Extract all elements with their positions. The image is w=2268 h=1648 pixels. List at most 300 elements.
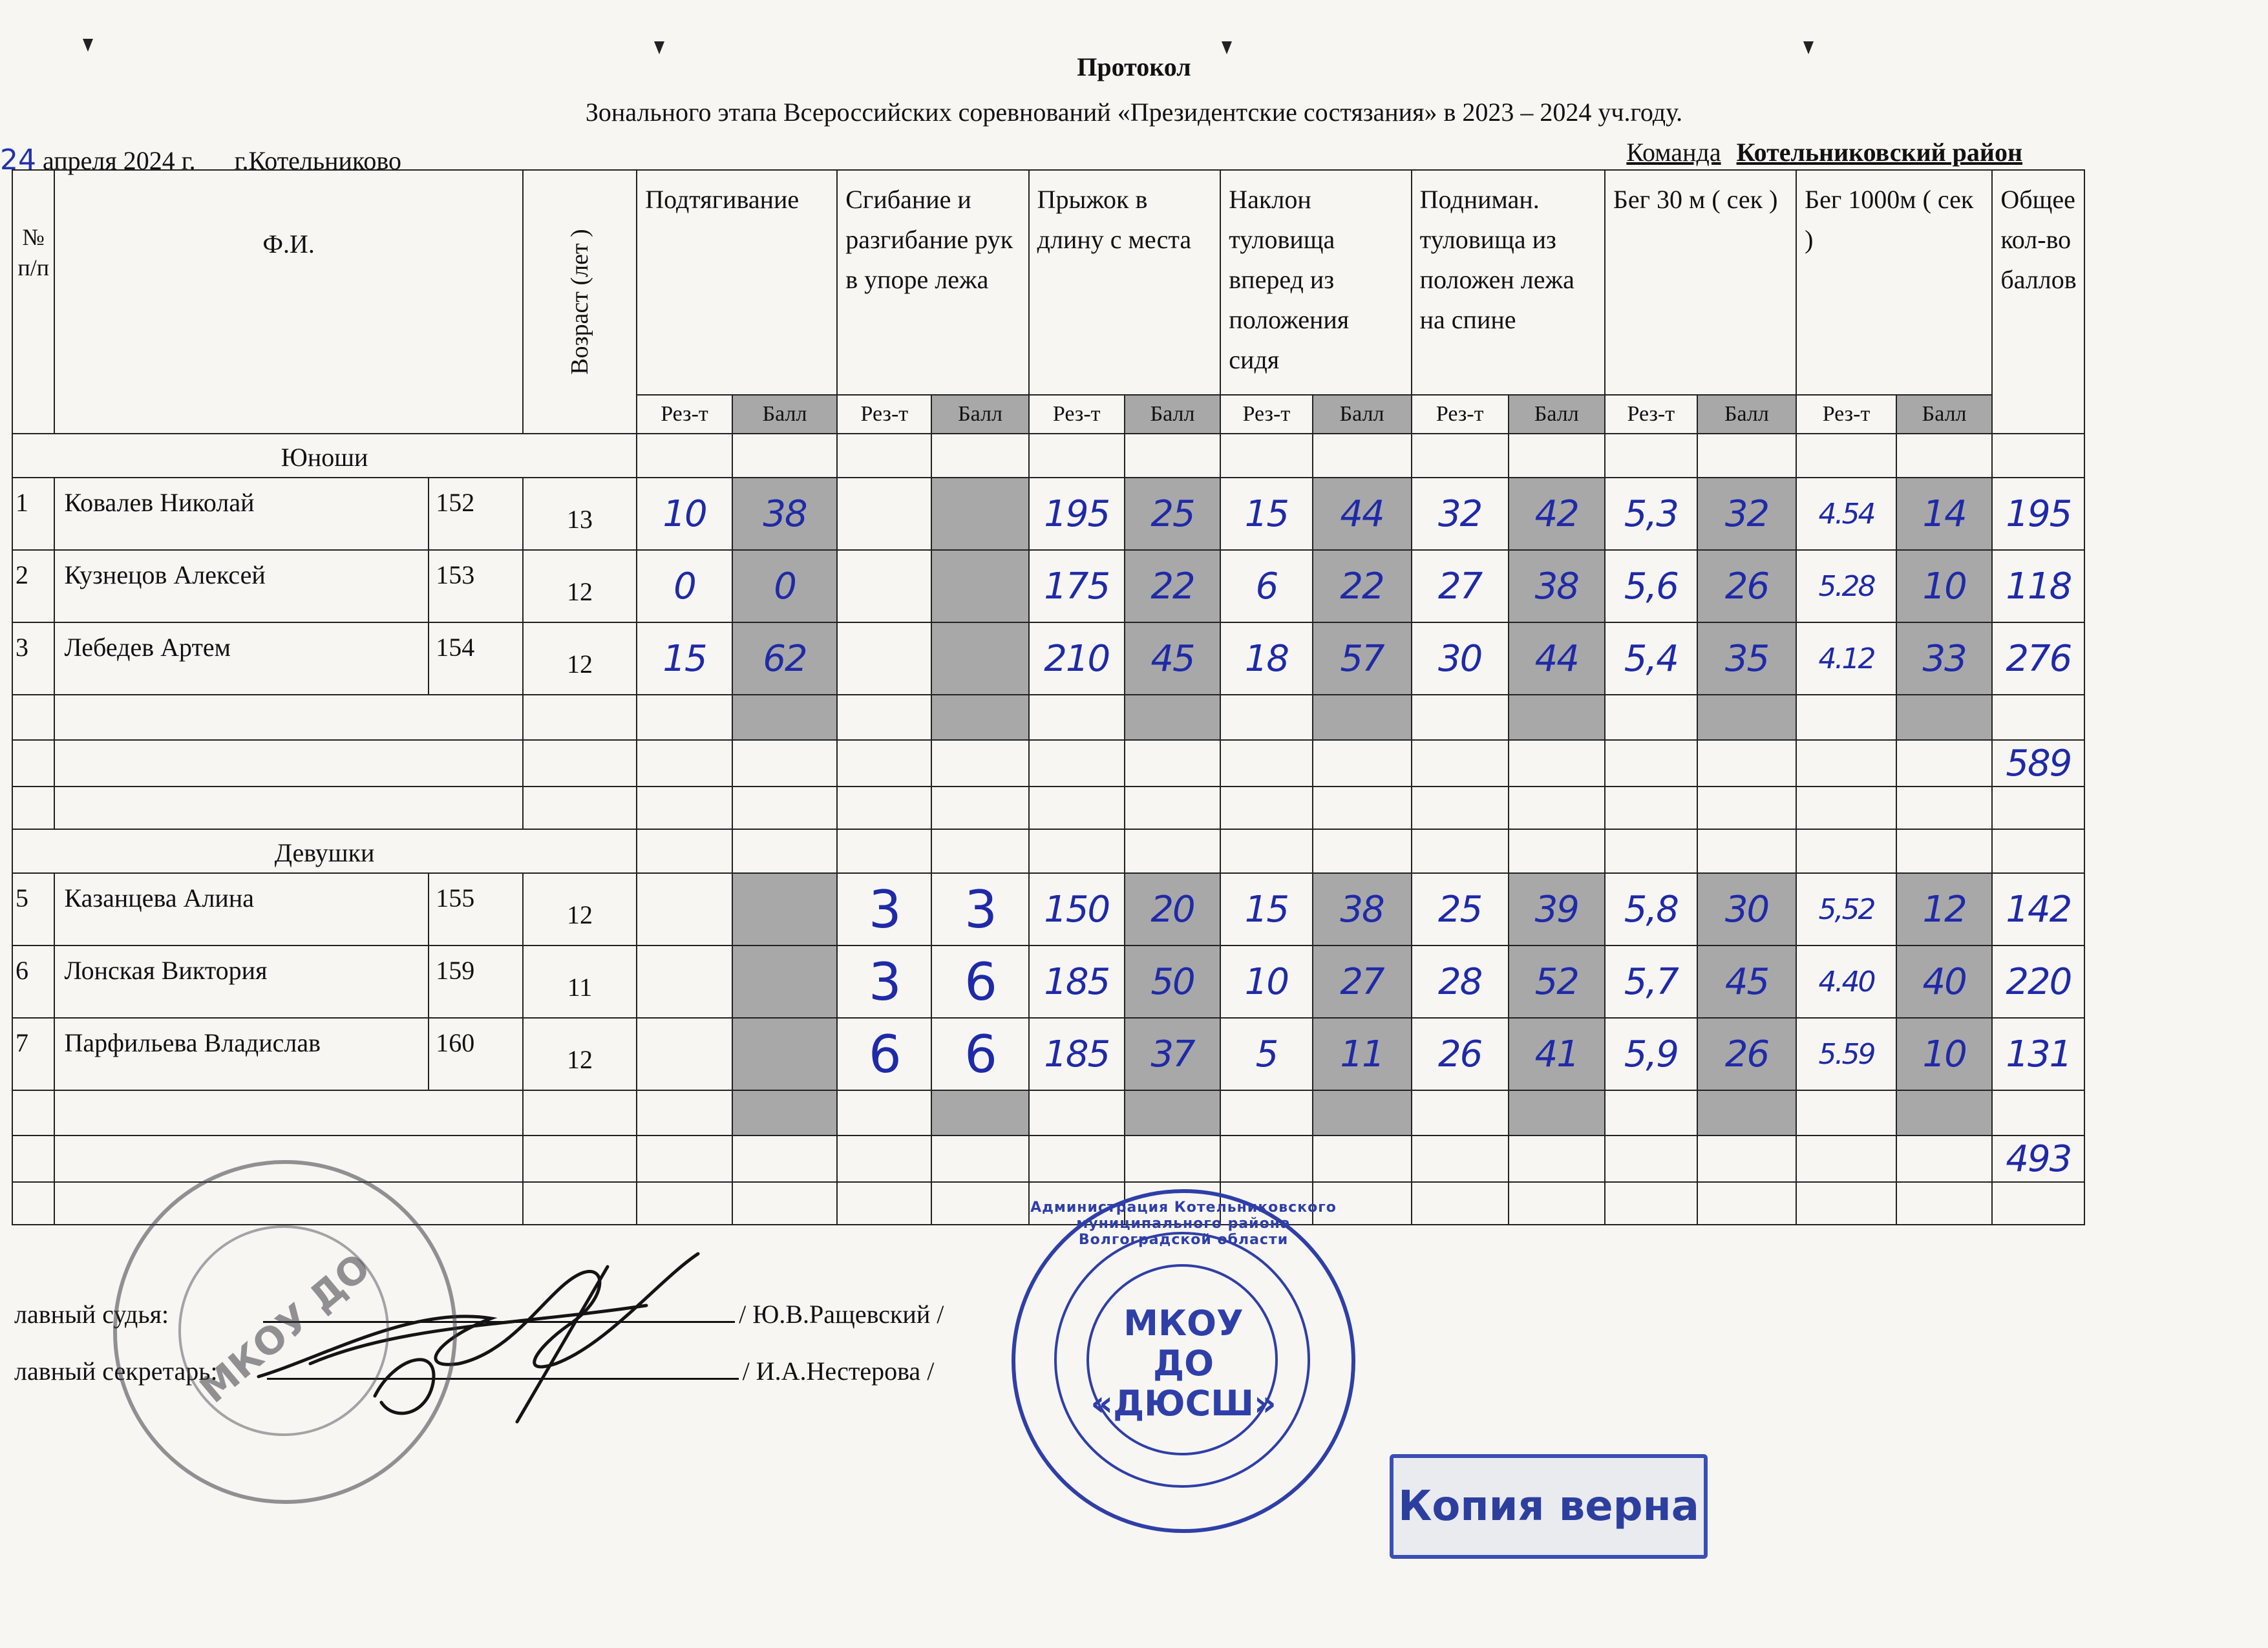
score-value: 26 [1697, 1018, 1796, 1090]
result-value: 185 [1029, 945, 1125, 1018]
header-run-1000m: Бег 1000м ( сек ) [1796, 170, 1992, 395]
score-value: 38 [1313, 873, 1412, 945]
empty-cell [1697, 1182, 1796, 1225]
stamp-right-ring-text: Администрация Котельниковского муниципального района Волгоградской области [1030, 1199, 1337, 1248]
athlete-age: 12 [523, 873, 637, 945]
result-value [837, 622, 931, 695]
empty-cell [12, 1182, 54, 1225]
total-score: 131 [1992, 1018, 2084, 1090]
subheader-ball: Балл [1697, 395, 1796, 434]
row-number: 2 [12, 550, 54, 622]
athlete-name: Казанцева Алина [54, 873, 429, 945]
empty-cell [523, 1090, 637, 1136]
result-value: 3 [837, 873, 931, 945]
empty-cell [523, 787, 637, 829]
empty-cell [1412, 740, 1509, 787]
empty-cell [1313, 695, 1412, 740]
empty-cell [1029, 829, 1125, 873]
empty-cell [732, 787, 837, 829]
athlete-row [12, 1018, 2267, 1090]
score-value: 6 [931, 1018, 1028, 1090]
empty-cell [1896, 1090, 1993, 1136]
subheader-res: Рез-т [837, 395, 931, 434]
subheader-ball: Балл [1896, 395, 1993, 434]
stamp-right-line1: МКОУ [1123, 1303, 1244, 1344]
result-value: 6 [1220, 550, 1312, 622]
empty-cell [732, 1090, 837, 1136]
empty-cell [1605, 1182, 1697, 1225]
empty-cell [1992, 1182, 2084, 1225]
result-value: 185 [1029, 1018, 1125, 1090]
spacer-row [12, 740, 2267, 787]
empty-cell [1992, 695, 2084, 740]
empty-cell [931, 1090, 1028, 1136]
empty-cell [837, 740, 931, 787]
athlete-id: 160 [429, 1018, 523, 1090]
athlete-age: 13 [523, 478, 637, 550]
header-pushups: Сгибание и разгибание рук в упоре лежа [837, 170, 1028, 395]
empty-cell [837, 787, 931, 829]
empty-cell [1605, 1136, 1697, 1182]
empty-cell [1697, 787, 1796, 829]
spacer-row [12, 1090, 2267, 1136]
empty-cell [1412, 1182, 1509, 1225]
empty-cell [1509, 740, 1605, 787]
empty-cell [1029, 1090, 1125, 1136]
row-number: 5 [12, 873, 54, 945]
empty-cell [1412, 434, 1509, 478]
empty-cell [637, 740, 732, 787]
result-value: 5.28 [1796, 550, 1896, 622]
empty-cell [732, 434, 837, 478]
result-value: 25 [1412, 873, 1509, 945]
empty-cell [1992, 787, 2084, 829]
subheader-res: Рез-т [1796, 395, 1896, 434]
city: г.Котельниково [234, 146, 401, 175]
judge-name: / Ю.В.Ращевский / [739, 1300, 944, 1329]
document-subtitle: Зонального этапа Всероссийских соревнований «Президентские состязания» в 2023 – 2024 уч.году. [585, 98, 1683, 127]
date-month-year: апреля 2024 г. [36, 146, 196, 175]
section-row [12, 434, 2267, 478]
score-value: 38 [1509, 550, 1605, 622]
result-value: 28 [1412, 945, 1509, 1018]
empty-cell [1896, 695, 1993, 740]
athlete-age: 12 [523, 1018, 637, 1090]
result-value: 210 [1029, 622, 1125, 695]
score-value: 12 [1896, 873, 1993, 945]
header-run-30m: Бег 30 м ( сек ) [1605, 170, 1796, 395]
empty-cell [1125, 740, 1221, 787]
empty-cell [837, 1136, 931, 1182]
empty-cell [1796, 1136, 1896, 1182]
result-value: 15 [1220, 478, 1312, 550]
empty-cell [1697, 695, 1796, 740]
result-value: 5 [1220, 1018, 1312, 1090]
score-value [732, 945, 837, 1018]
result-value: 150 [1029, 873, 1125, 945]
empty-cell [637, 695, 732, 740]
empty-cell [1412, 1090, 1509, 1136]
header-long-jump: Прыжок в длину с места [1029, 170, 1221, 395]
empty-cell [837, 434, 931, 478]
empty-cell [1509, 829, 1605, 873]
athlete-name: Парфильева Владислав [54, 1018, 429, 1090]
empty-cell [1313, 787, 1412, 829]
empty-cell [1605, 829, 1697, 873]
empty-cell [1313, 434, 1412, 478]
empty-cell [54, 740, 522, 787]
team-line [1626, 137, 2022, 167]
empty-cell [931, 434, 1028, 478]
result-value: 4.12 [1796, 622, 1896, 695]
subheader-res: Рез-т [1412, 395, 1509, 434]
score-value: 26 [1697, 550, 1796, 622]
empty-cell [1125, 829, 1221, 873]
empty-cell [523, 695, 637, 740]
total-score: 220 [1992, 945, 2084, 1018]
empty-cell [1796, 695, 1896, 740]
empty-cell [1220, 740, 1312, 787]
score-value: 44 [1313, 478, 1412, 550]
empty-cell [1796, 1182, 1896, 1225]
judge-label: лавный судья: [14, 1300, 169, 1329]
empty-cell [54, 787, 522, 829]
empty-cell [1697, 1090, 1796, 1136]
empty-cell [1509, 1090, 1605, 1136]
empty-cell [1896, 434, 1993, 478]
empty-cell [1896, 1182, 1993, 1225]
score-value: 14 [1896, 478, 1993, 550]
result-value: 5,7 [1605, 945, 1697, 1018]
score-value [931, 550, 1028, 622]
score-value: 52 [1509, 945, 1605, 1018]
score-value [931, 622, 1028, 695]
empty-cell [1992, 434, 2084, 478]
empty-cell [523, 1182, 637, 1225]
empty-cell [637, 787, 732, 829]
empty-cell [1605, 695, 1697, 740]
athlete-id: 152 [429, 478, 523, 550]
empty-cell [1605, 787, 1697, 829]
registration-mark [83, 39, 93, 52]
empty-cell [1313, 740, 1412, 787]
empty-cell [1220, 787, 1312, 829]
team-sum: 589 [1992, 740, 2084, 787]
empty-cell [1697, 740, 1796, 787]
empty-cell [1029, 434, 1125, 478]
copy-verified-stamp: Копия верна [1390, 1454, 1708, 1559]
result-value: 32 [1412, 478, 1509, 550]
athlete-age: 12 [523, 550, 637, 622]
empty-cell [1896, 787, 1993, 829]
empty-cell [1605, 434, 1697, 478]
athlete-row [12, 478, 2267, 550]
empty-cell [1796, 787, 1896, 829]
empty-cell [931, 787, 1028, 829]
result-value: 195 [1029, 478, 1125, 550]
score-value: 57 [1313, 622, 1412, 695]
score-value: 22 [1313, 550, 1412, 622]
empty-cell [12, 1136, 54, 1182]
empty-cell [1509, 434, 1605, 478]
empty-cell [637, 1136, 732, 1182]
score-value [931, 478, 1028, 550]
stamp-right-line2: ДО [1153, 1343, 1214, 1384]
empty-cell [12, 787, 54, 829]
empty-cell [1220, 434, 1312, 478]
empty-cell [1796, 829, 1896, 873]
total-score: 118 [1992, 550, 2084, 622]
athlete-row [12, 622, 2267, 695]
result-value: 18 [1220, 622, 1312, 695]
row-number: 1 [12, 478, 54, 550]
score-value: 30 [1697, 873, 1796, 945]
empty-cell [931, 829, 1028, 873]
subheader-res: Рез-т [637, 395, 732, 434]
score-value: 32 [1697, 478, 1796, 550]
score-value: 0 [732, 550, 837, 622]
result-value: 0 [637, 550, 732, 622]
score-value: 25 [1125, 478, 1221, 550]
empty-cell [1029, 1136, 1125, 1182]
result-value: 10 [1220, 945, 1312, 1018]
empty-cell [1697, 434, 1796, 478]
total-score: 195 [1992, 478, 2084, 550]
empty-cell [54, 1090, 522, 1136]
empty-cell [837, 695, 931, 740]
score-value: 10 [1896, 1018, 1993, 1090]
empty-cell [1605, 1090, 1697, 1136]
athlete-id: 159 [429, 945, 523, 1018]
athlete-row [12, 873, 2267, 945]
score-value: 41 [1509, 1018, 1605, 1090]
result-value: 5,3 [1605, 478, 1697, 550]
header-situps: Подниман. туловища из положен лежа на спине [1412, 170, 1605, 395]
subheader-res: Рез-т [1220, 395, 1312, 434]
empty-cell [1697, 829, 1796, 873]
result-value: 6 [837, 1018, 931, 1090]
athlete-name: Ковалев Николай [54, 478, 429, 550]
round-stamp-left [113, 1160, 457, 1504]
subheader-ball: Балл [732, 395, 837, 434]
score-value: 11 [1313, 1018, 1412, 1090]
score-value: 20 [1125, 873, 1221, 945]
result-value: 4.54 [1796, 478, 1896, 550]
empty-cell [1220, 829, 1312, 873]
score-value: 38 [732, 478, 837, 550]
empty-cell [637, 434, 732, 478]
empty-cell [931, 740, 1028, 787]
result-value: 5,52 [1796, 873, 1896, 945]
empty-cell [1412, 1136, 1509, 1182]
score-value: 37 [1125, 1018, 1221, 1090]
result-value [837, 550, 931, 622]
empty-cell [1220, 1090, 1312, 1136]
team-sum: 493 [1992, 1136, 2084, 1182]
result-value [637, 1018, 732, 1090]
result-value: 30 [1412, 622, 1509, 695]
empty-cell [12, 740, 54, 787]
stamp-right-line3: «ДЮСШ» [1090, 1383, 1277, 1424]
score-value: 39 [1509, 873, 1605, 945]
result-value [637, 873, 732, 945]
spacer-row [12, 787, 2267, 829]
athlete-age: 12 [523, 622, 637, 695]
header-pullups: Подтягивание [637, 170, 837, 395]
score-value: 22 [1125, 550, 1221, 622]
empty-cell [1796, 434, 1896, 478]
empty-cell [1125, 1136, 1221, 1182]
empty-cell [732, 695, 837, 740]
score-value [732, 873, 837, 945]
score-value: 35 [1697, 622, 1796, 695]
section-label: Девушки [12, 829, 637, 873]
document-title: Протокол [1077, 52, 1191, 81]
spacer-row [12, 695, 2267, 740]
empty-cell [1697, 1136, 1796, 1182]
empty-cell [1896, 1136, 1993, 1182]
empty-cell [54, 695, 522, 740]
subheader-ball: Балл [931, 395, 1028, 434]
empty-cell [1992, 1090, 2084, 1136]
empty-cell [1412, 787, 1509, 829]
team-name: Котельниковский район [1736, 138, 2022, 167]
section-row [12, 829, 2267, 873]
row-number: 6 [12, 945, 54, 1018]
empty-cell [732, 1136, 837, 1182]
empty-cell [1029, 787, 1125, 829]
result-value: 15 [637, 622, 732, 695]
row-number: 7 [12, 1018, 54, 1090]
empty-cell [1896, 740, 1993, 787]
empty-cell [1220, 1136, 1312, 1182]
result-value: 27 [1412, 550, 1509, 622]
result-value: 175 [1029, 550, 1125, 622]
empty-cell [637, 1182, 732, 1225]
result-value: 3 [837, 945, 931, 1018]
score-value: 44 [1509, 622, 1605, 695]
result-value [837, 478, 931, 550]
empty-cell [637, 1090, 732, 1136]
results-table [12, 169, 2268, 1225]
empty-cell [1313, 1090, 1412, 1136]
empty-cell [931, 695, 1028, 740]
subheader-ball: Балл [1125, 395, 1221, 434]
round-stamp-right [1012, 1189, 1355, 1533]
score-value: 33 [1896, 622, 1993, 695]
empty-cell [931, 1136, 1028, 1182]
empty-cell [12, 1090, 54, 1136]
athlete-age: 11 [523, 945, 637, 1018]
date-day: 24 [0, 143, 36, 176]
athlete-name: Кузнецов Алексей [54, 550, 429, 622]
empty-cell [12, 695, 54, 740]
empty-cell [1992, 829, 2084, 873]
score-value: 42 [1509, 478, 1605, 550]
result-value [637, 945, 732, 1018]
subheader-res: Рез-т [1605, 395, 1697, 434]
score-value: 45 [1697, 945, 1796, 1018]
empty-cell [1125, 434, 1221, 478]
empty-cell [1509, 695, 1605, 740]
empty-cell [1605, 740, 1697, 787]
section-label: Юноши [12, 434, 637, 478]
empty-cell [637, 829, 732, 873]
empty-cell [1796, 1090, 1896, 1136]
empty-cell [523, 740, 637, 787]
subheader-ball: Балл [1509, 395, 1605, 434]
empty-cell [1896, 829, 1993, 873]
empty-cell [1220, 695, 1312, 740]
result-value: 10 [637, 478, 732, 550]
empty-cell [523, 1136, 637, 1182]
empty-cell [732, 740, 837, 787]
score-value [732, 1018, 837, 1090]
score-value: 10 [1896, 550, 1993, 622]
athlete-name: Лебедев Артем [54, 622, 429, 695]
team-label: Команда [1626, 138, 1721, 167]
empty-cell [1509, 1136, 1605, 1182]
score-value: 6 [931, 945, 1028, 1018]
result-value: 5,9 [1605, 1018, 1697, 1090]
score-value: 50 [1125, 945, 1221, 1018]
empty-cell [837, 1182, 931, 1225]
secretary-label: лавный секретарь: [14, 1357, 218, 1386]
athlete-row [12, 550, 2267, 622]
empty-cell [1509, 787, 1605, 829]
empty-cell [1029, 695, 1125, 740]
empty-cell [931, 1182, 1028, 1225]
header-number: № п/п [12, 170, 54, 434]
header-age: Возраст (лет ) [523, 170, 637, 434]
empty-cell [1029, 740, 1125, 787]
empty-cell [1125, 1090, 1221, 1136]
empty-cell [837, 829, 931, 873]
result-value: 5.59 [1796, 1018, 1896, 1090]
empty-cell [732, 1182, 837, 1225]
score-value: 3 [931, 873, 1028, 945]
header-total: Общее кол-во баллов [1992, 170, 2084, 434]
athlete-name: Лонская Виктория [54, 945, 429, 1018]
row-number: 3 [12, 622, 54, 695]
empty-cell [1412, 829, 1509, 873]
result-value: 5,4 [1605, 622, 1697, 695]
score-value: 62 [732, 622, 837, 695]
subheader-ball: Балл [1313, 395, 1412, 434]
stamp-left-text: МКОУ ДО [191, 1245, 379, 1411]
athlete-row [12, 945, 2267, 1018]
empty-cell [1125, 787, 1221, 829]
athlete-id: 154 [429, 622, 523, 695]
total-score: 276 [1992, 622, 2084, 695]
empty-cell [1313, 1136, 1412, 1182]
result-value: 4.40 [1796, 945, 1896, 1018]
empty-cell [732, 829, 837, 873]
header-name: Ф.И. [54, 170, 522, 434]
secretary-name: / И.А.Нестерова / [742, 1357, 935, 1386]
athlete-id: 153 [429, 550, 523, 622]
total-score: 142 [1992, 873, 2084, 945]
empty-cell [1313, 829, 1412, 873]
result-value: 5,6 [1605, 550, 1697, 622]
empty-cell [1125, 695, 1221, 740]
athlete-id: 155 [429, 873, 523, 945]
result-value: 15 [1220, 873, 1312, 945]
score-value: 45 [1125, 622, 1221, 695]
empty-cell [837, 1090, 931, 1136]
result-value: 26 [1412, 1018, 1509, 1090]
empty-cell [1412, 695, 1509, 740]
